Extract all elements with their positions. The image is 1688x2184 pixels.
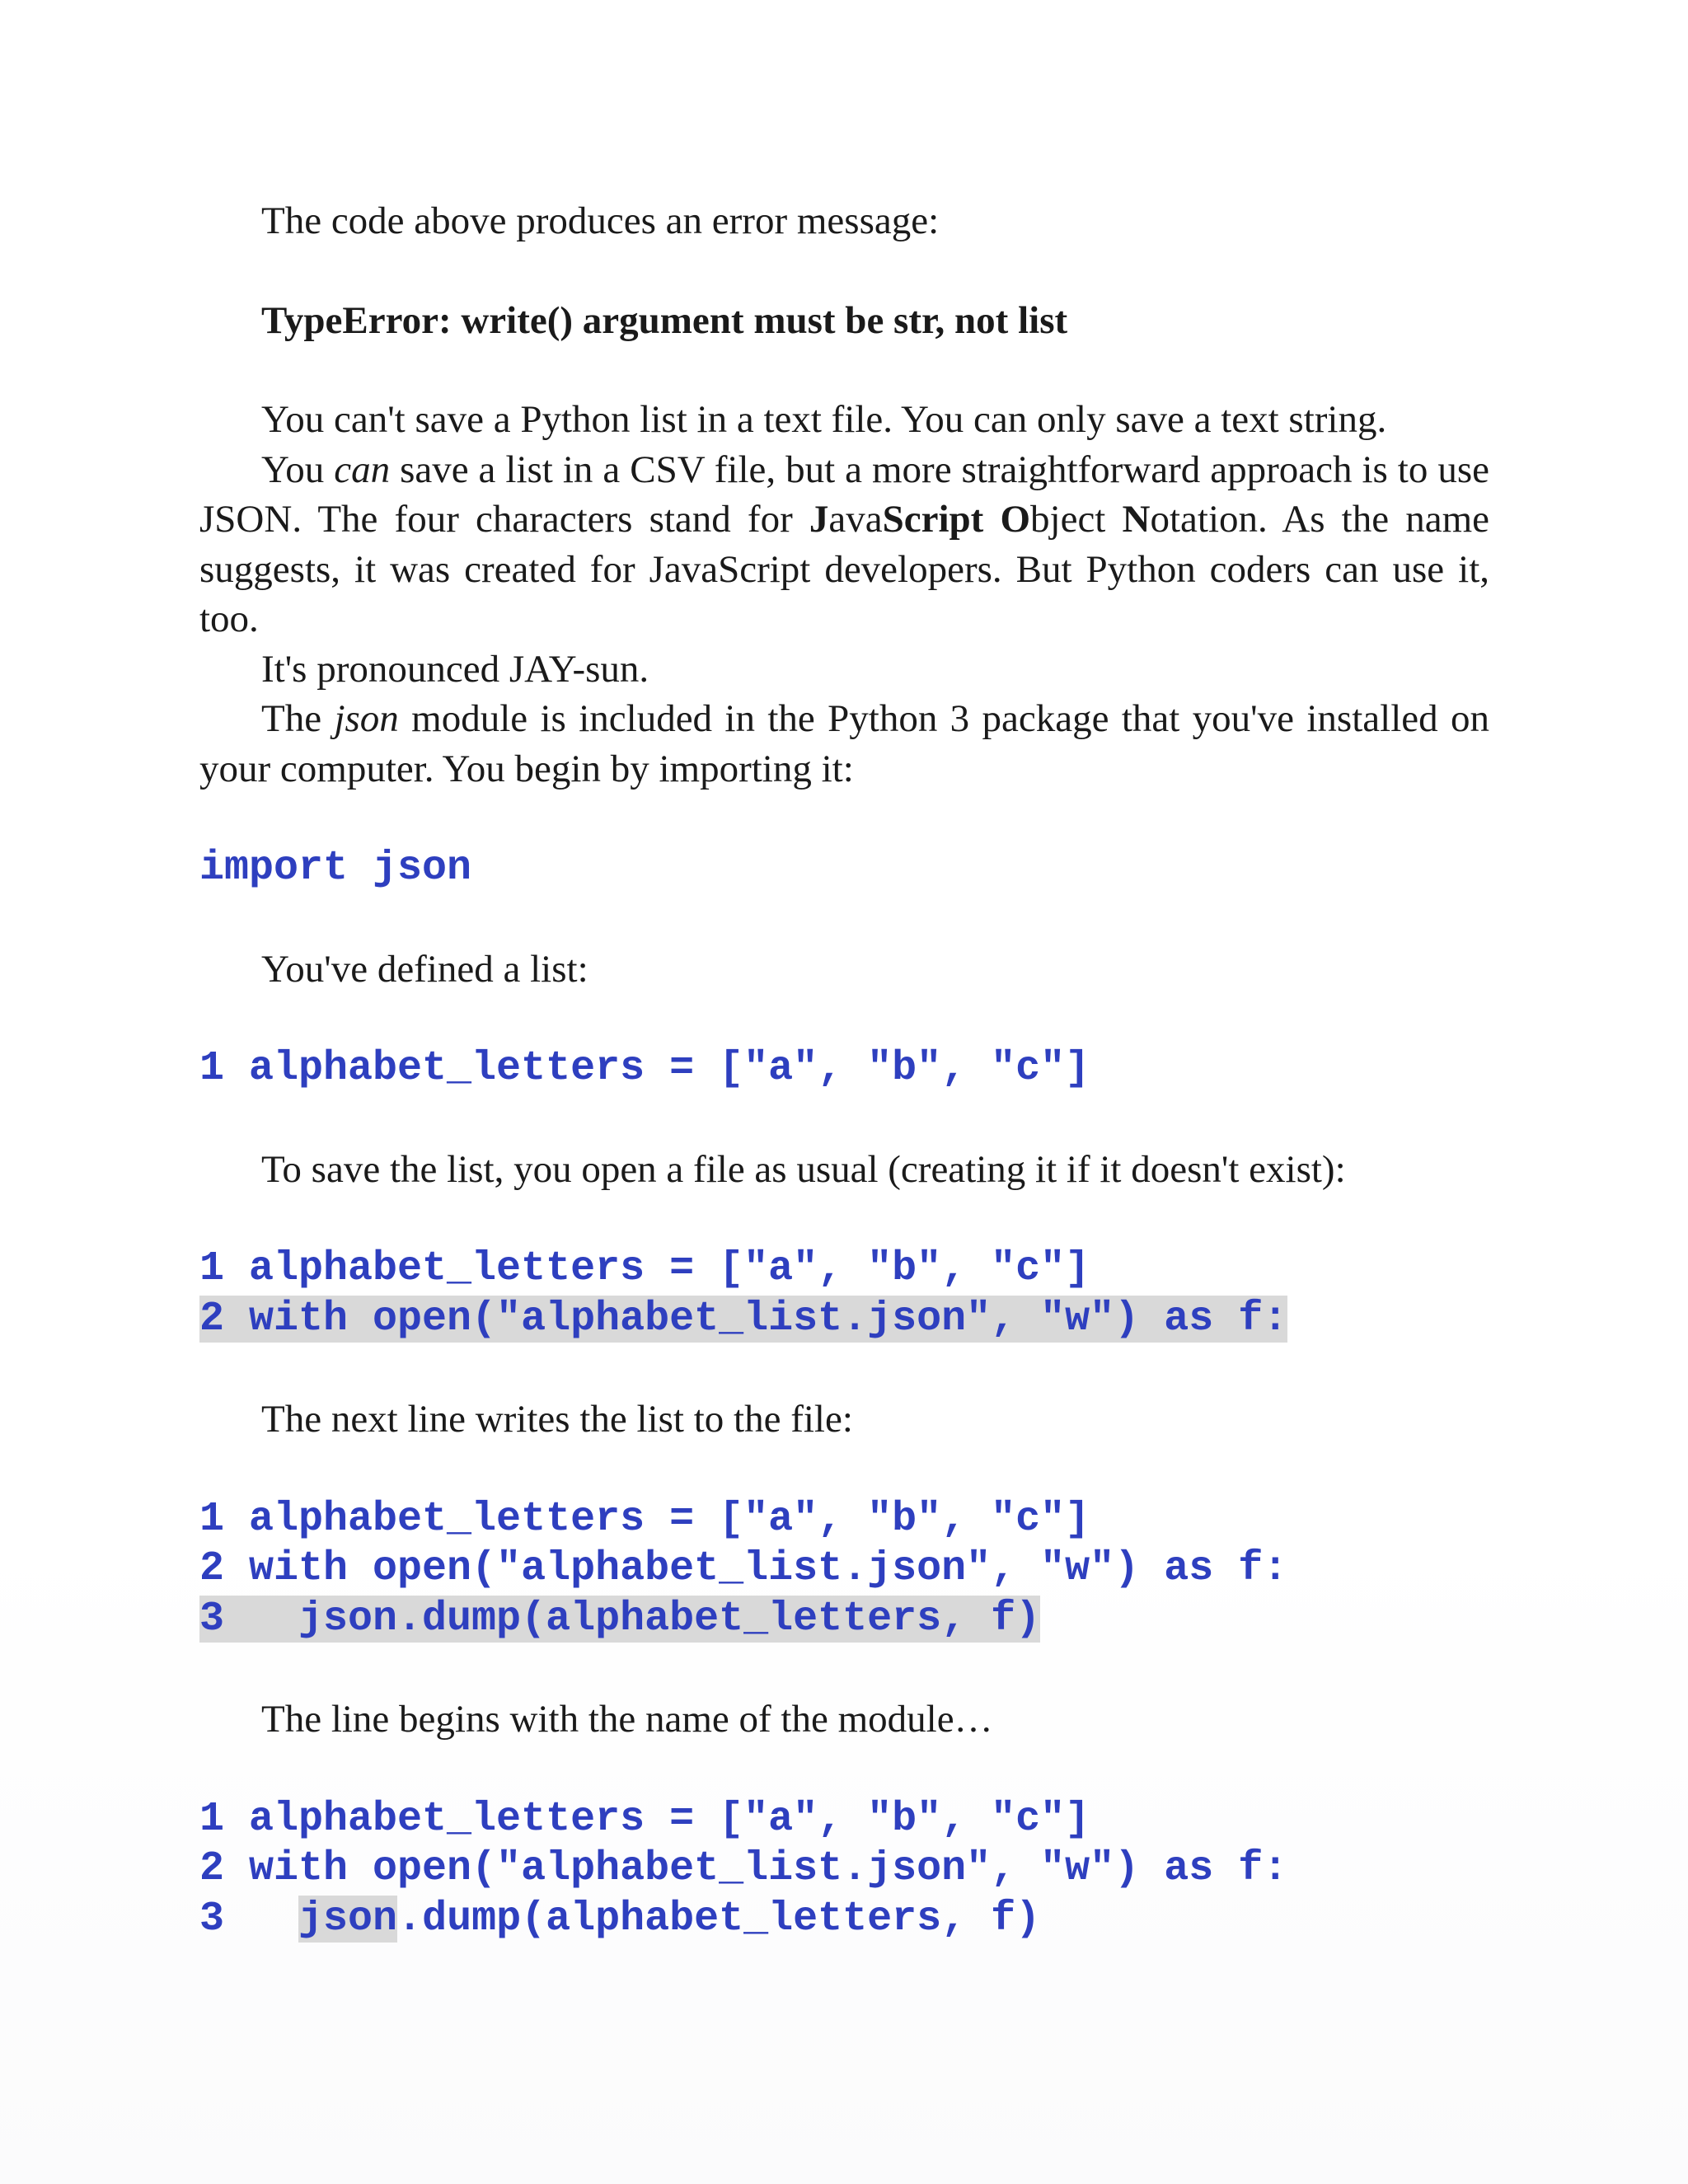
paragraph-cant-save: You can't save a Python list in a text file. You can only save a text string. (261, 398, 1387, 441)
spacer (199, 1644, 1489, 1694)
code-line: 1 alphabet_letters = ["a", "b", "c"] (199, 1045, 1090, 1092)
document-body (199, 196, 1489, 1944)
paragraph-next-line: The next line writes the list to the file: (261, 1398, 853, 1441)
spacer (199, 1194, 1489, 1244)
code-block-1 (199, 1044, 1489, 1094)
spacer (199, 246, 1489, 296)
paragraph-error-intro: The code above produces an error message: (261, 199, 940, 242)
highlight: 2 with open("alphabet_list.json", "w") as f: (199, 1295, 1288, 1343)
code-line (199, 1895, 1489, 1945)
text-run: otation. As the name suggests, it was created for JavaScript developers. But Python coders can use it, too. (199, 498, 1490, 640)
code-text: 3 (199, 1895, 299, 1943)
spacer (199, 1445, 1489, 1495)
code-line: import json (199, 845, 472, 892)
code-line: 1 alphabet_letters = ["a", "b", "c"] (199, 1245, 1090, 1292)
highlight: 3 json.dump(alphabet_letters, f) (199, 1595, 1041, 1643)
code-line: 2 with open("alphabet_list.json", "w") as f: (199, 1845, 1288, 1892)
text-run: You (261, 448, 335, 491)
text-run: The (261, 697, 335, 740)
text-run: ava (828, 498, 883, 541)
text-run (983, 498, 1000, 541)
code-block-4 (199, 1795, 1489, 1945)
spacer (199, 1094, 1489, 1145)
spacer (199, 1745, 1489, 1795)
emphasis-can: can (334, 448, 391, 491)
code-block-2 (199, 1244, 1489, 1344)
bold-letter-j: J (809, 498, 829, 541)
text-run: module is included in the Python 3 package that you've installed on your computer. You begin by importing it: (199, 697, 1489, 790)
code-block-3 (199, 1495, 1489, 1645)
paragraph-pronounced: It's pronounced JAY-sun. (261, 647, 649, 691)
code-line-highlighted (199, 1595, 1489, 1645)
spacer (199, 345, 1489, 395)
paragraph-defined-list: You've defined a list: (261, 947, 588, 991)
error-message: TypeError: write() argument must be str, not list (261, 298, 1068, 342)
text-run: save a list in a CSV file, but a more straightforward approach is to use JSON. The four characters stand for (199, 448, 1489, 541)
paragraph-json-intro (199, 445, 1489, 644)
emphasis-json: json (334, 697, 399, 740)
bold-letter-n: N (1122, 498, 1151, 541)
code-line: 1 alphabet_letters = ["a", "b", "c"] (199, 1795, 1090, 1843)
spacer (199, 1344, 1489, 1394)
spacer (199, 794, 1489, 844)
paragraph-line-begins: The line begins with the name of the module… (261, 1698, 993, 1741)
code-block-import (199, 844, 1489, 894)
code-line-highlighted (199, 1295, 1489, 1345)
code-text: .dump(alphabet_letters, f) (397, 1895, 1041, 1943)
paragraph-json-module (199, 694, 1489, 794)
paragraph-to-save: To save the list, you open a file as usual (creating it if it doesn't exist): (261, 1147, 1346, 1191)
spacer (199, 994, 1489, 1044)
bold-script: Script (882, 498, 984, 541)
spacer (199, 894, 1489, 944)
code-line: 1 alphabet_letters = ["a", "b", "c"] (199, 1495, 1090, 1543)
bold-letter-o: O (1000, 498, 1031, 541)
highlight: json (298, 1895, 398, 1943)
code-line: 2 with open("alphabet_list.json", "w") as f: (199, 1545, 1288, 1592)
text-run: bject (1030, 498, 1123, 541)
